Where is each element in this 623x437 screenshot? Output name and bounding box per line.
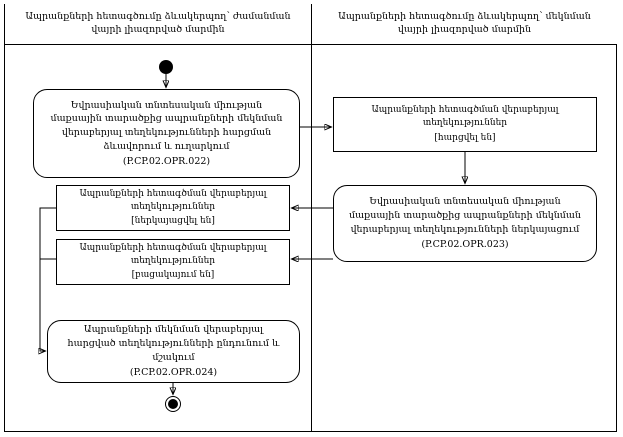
activity-node-present-info [333,185,597,262]
initial-node [159,60,173,74]
activity-label: Եվրասիական տնտեսական միության մաքսային տարածքից ապրանքների մեկնման վերաբերյալ տեղեկությունների ներկայացում [349,196,581,235]
object-state: [բացակայում են] [131,270,215,281]
activity-label: Եվրասիական տնտեսական միության մաքսային տարածքից ապրանքների մեկնման վերաբերյալ տեղեկությունների հարցման ձևավորում և ուղարկում [50,99,283,152]
swimlane-header-arrival [5,4,311,45]
swimlane-departure-title: Ապրանքների հետագծումը ձևակերպող՝ մեկնման վայրի լիազորված մարմին [338,11,591,35]
activity-code: (P.CP.02.OPR.024) [129,366,218,378]
activity-code: (P.CP.02.OPR.023) [421,238,509,250]
object-label: Ապրանքների հետագծման վերաբերյալ տեղեկություններ [371,105,559,129]
object-label: Ապրանքների հետագծման վերաբերյալ տեղեկություններ [79,188,267,212]
object-node-info-missing [56,239,290,285]
activity-node-receive-and-process-info [47,320,300,383]
activity-label: Ապրանքների մեկնման վերաբերյալ հարցված տեղեկությունների ընդունում և մշակում [67,324,280,363]
object-state: [հարցվել են] [434,132,496,143]
object-node-info-presented [56,185,290,231]
swimlane-divider [311,4,312,432]
final-node [165,396,181,412]
swimlane-header-departure [312,4,617,45]
object-label: Ապրանքների հետագծման վերաբերյալ տեղեկություններ [79,242,267,266]
swimlane-arrival-title: Ապրանքների հետագծումը ձևակերպող՝ ժամանման վայրի լիազորված մարմին [25,11,291,35]
object-state: [ներկայացվել են] [131,216,215,227]
object-node-info-requested [333,97,597,152]
activity-code: (P.CP.02.OPR.022) [122,155,211,167]
activity-node-form-and-send-request [33,89,300,178]
final-node-dot [168,399,178,409]
